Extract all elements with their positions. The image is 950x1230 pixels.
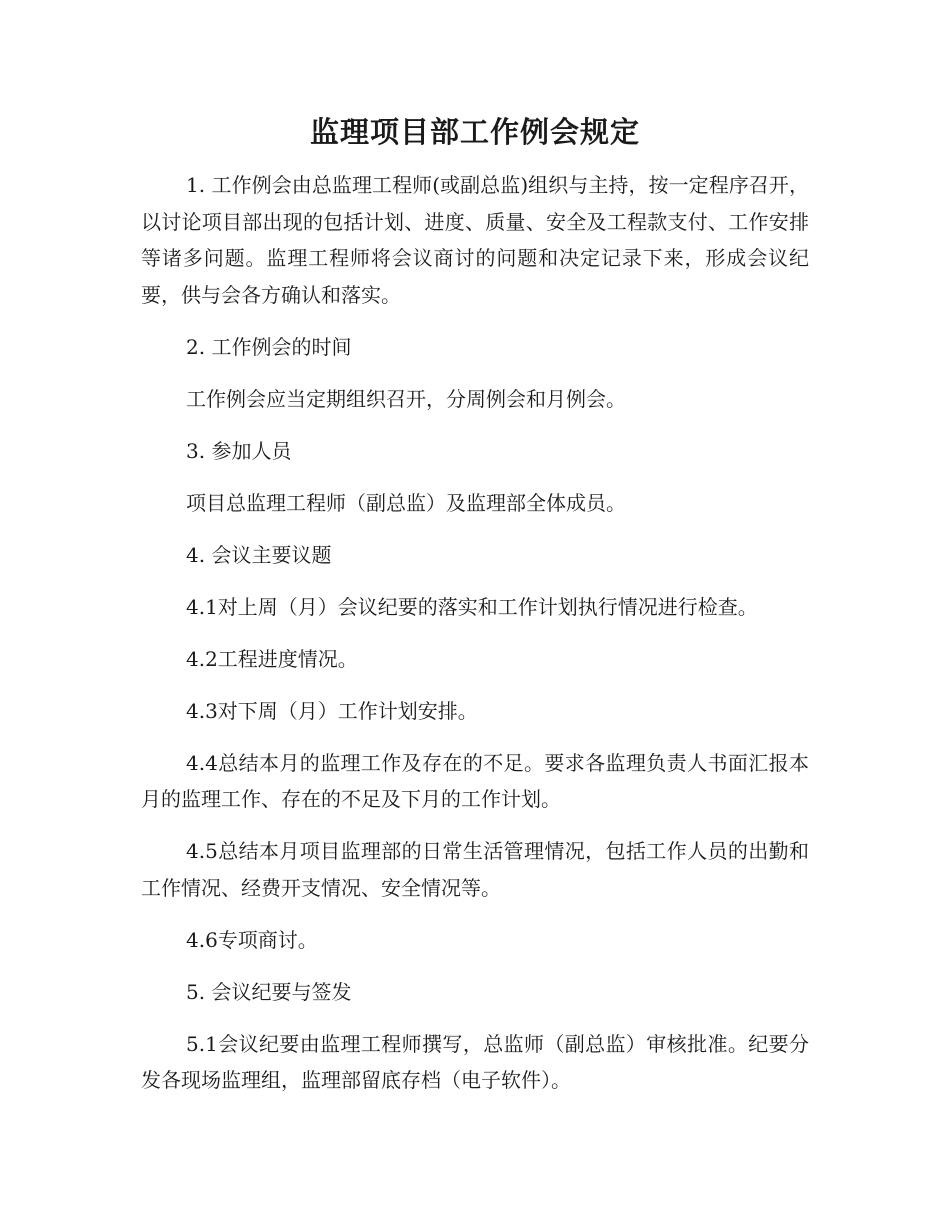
item-4-4: 4.4总结本月的监理工作及存在的不足。要求各监理负责人书面汇报本月的监理工作、存在的不足及下月的工作计划。 <box>141 750 809 811</box>
paragraph-2-body: 工作例会应当定期组织召开，分周例会和月例会。 <box>186 386 626 411</box>
paragraph-1: 1. 工作例会由总监理工程师(或副总监)组织与主持，按一定程序召开，以讨论项目部出现的包括计划、进度、质量、安全及工程款支付、工作安排等诸多问题。监理工程师将会议商讨的问题和决定记录下来，形成会议纪要，供与会各方确认和落实。 <box>141 173 809 307</box>
document-title: 监理项目部工作例会规定 <box>309 115 640 149</box>
item-4-5: 4.5总结本月项目监理部的日常生活管理情况，包括工作人员的出勤和工作情况、经费开支情况、安全情况等。 <box>141 839 809 900</box>
item-5-1: 5.1会议纪要由监理工程师撰写，总监师（副总监）审核批准。纪要分发各现场监理组，监理部留底存档（电子软件）。 <box>141 1031 809 1092</box>
paragraph-3-body: 项目总监理工程师（副总监）及监理部全体成员。 <box>186 490 626 515</box>
item-4-3: 4.3对下周（月）工作计划安排。 <box>186 698 478 723</box>
section-heading-2: 2. 工作例会的时间 <box>186 334 352 359</box>
item-4-2: 4.2工程进度情况。 <box>186 646 358 671</box>
item-4-1: 4.1对上周（月）会议纪要的落实和工作计划执行情况进行检查。 <box>186 594 758 619</box>
section-heading-3: 3. 参加人员 <box>186 438 292 463</box>
document-body <box>141 167 809 1114</box>
item-4-6: 4.6专项商讨。 <box>186 927 318 952</box>
section-heading-5: 5. 会议纪要与签发 <box>186 979 352 1004</box>
section-heading-4: 4. 会议主要议题 <box>186 542 332 567</box>
